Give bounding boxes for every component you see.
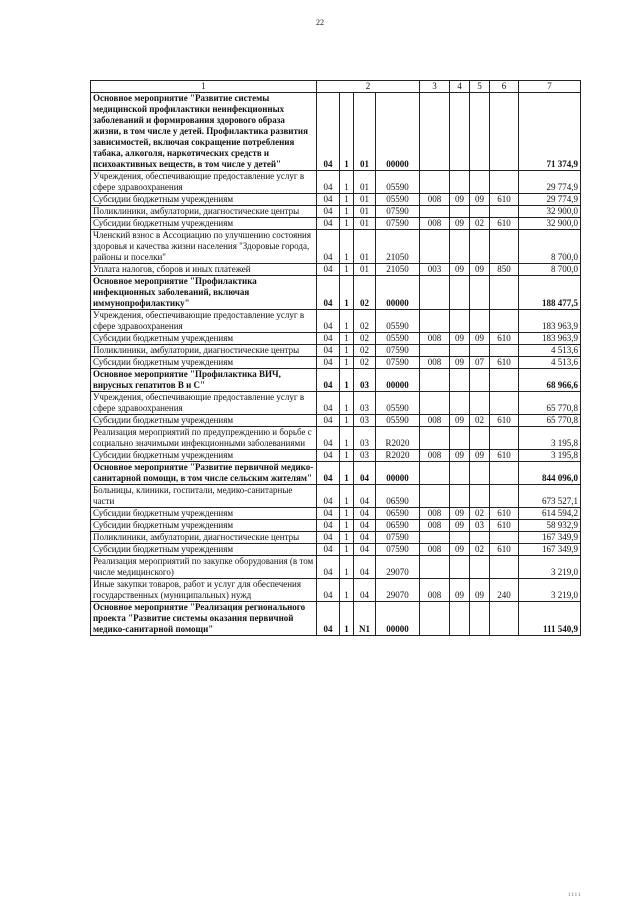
subsection-code <box>470 276 490 310</box>
section-code: 09 <box>450 194 470 206</box>
program-code: 04 <box>317 276 340 310</box>
amount: 32 900,0 <box>519 206 581 218</box>
program-code: 04 <box>317 93 340 171</box>
expense-type-code <box>490 427 519 450</box>
expense-type-code <box>490 369 519 392</box>
program-code: 04 <box>317 333 340 345</box>
subprogram-code: 1 <box>340 206 354 218</box>
subprogram-code: 1 <box>340 544 354 556</box>
activity-code: 03 <box>354 427 376 450</box>
program-code: 04 <box>317 450 340 462</box>
row-name: Учреждения, обеспечивающие предоставление услуг в сфере здравоохранения <box>91 310 317 333</box>
table-body <box>91 93 581 636</box>
amount: 4 513,6 <box>519 345 581 357</box>
ministry-code <box>420 345 450 357</box>
subprogram-code: 1 <box>340 462 354 485</box>
scan-footer-mark: 1111 <box>568 893 582 898</box>
activity-code: 02 <box>354 333 376 345</box>
program-code: 04 <box>317 544 340 556</box>
program-code: 04 <box>317 485 340 508</box>
expense-type-code <box>490 392 519 415</box>
subprogram-code: 1 <box>340 508 354 520</box>
expense-type-code: 850 <box>490 264 519 276</box>
amount: 8 700,0 <box>519 230 581 264</box>
subprogram-code: 1 <box>340 602 354 636</box>
subsection-code: 09 <box>470 194 490 206</box>
subprogram-code: 1 <box>340 357 354 369</box>
program-code: 04 <box>317 218 340 230</box>
subsection-code <box>470 310 490 333</box>
row-name: Субсидии бюджетным учреждениям <box>91 450 317 462</box>
expense-type-code: 610 <box>490 508 519 520</box>
direction-code: 06590 <box>376 508 420 520</box>
ministry-code <box>420 462 450 485</box>
row-name: Субсидии бюджетным учреждениям <box>91 218 317 230</box>
amount: 65 770,8 <box>519 415 581 427</box>
table-row <box>91 264 581 276</box>
section-code: 09 <box>450 357 470 369</box>
program-code: 04 <box>317 194 340 206</box>
page-number: 22 <box>316 18 324 27</box>
subsection-code <box>470 369 490 392</box>
section-code: 09 <box>450 415 470 427</box>
amount: 29 774,9 <box>519 171 581 194</box>
expense-type-code: 610 <box>490 357 519 369</box>
section-code: 09 <box>450 333 470 345</box>
expense-type-code <box>490 230 519 264</box>
table-row <box>91 415 581 427</box>
ministry-code <box>420 556 450 579</box>
subsection-code: 02 <box>470 218 490 230</box>
subsection-code <box>470 427 490 450</box>
direction-code: R2020 <box>376 450 420 462</box>
expense-type-code <box>490 310 519 333</box>
subsection-code: 02 <box>470 508 490 520</box>
subsection-code <box>470 345 490 357</box>
ministry-code: 008 <box>420 194 450 206</box>
ministry-code: 008 <box>420 415 450 427</box>
section-code <box>450 345 470 357</box>
table-row <box>91 93 581 171</box>
subsection-code <box>470 532 490 544</box>
section-code <box>450 276 470 310</box>
activity-code: 02 <box>354 276 376 310</box>
ministry-code <box>420 427 450 450</box>
direction-code: 07590 <box>376 218 420 230</box>
row-name: Поликлиники, амбулатории, диагностические центры <box>91 532 317 544</box>
ministry-code <box>420 392 450 415</box>
ministry-code: 008 <box>420 520 450 532</box>
section-code <box>450 532 470 544</box>
ministry-code <box>420 206 450 218</box>
activity-code: 03 <box>354 450 376 462</box>
row-name: Реализация мероприятий по предупреждению и борьбе с социально значимыми инфекционными заболеваниями <box>91 427 317 450</box>
row-name: Основное мероприятие "Развитие первичной медико-санитарной помощи, в том числе сельским жителям" <box>91 462 317 485</box>
row-name: Субсидии бюджетным учреждениям <box>91 508 317 520</box>
activity-code: 04 <box>354 579 376 602</box>
amount: 8 700,0 <box>519 264 581 276</box>
direction-code: 05590 <box>376 415 420 427</box>
program-code: 04 <box>317 369 340 392</box>
subsection-code <box>470 230 490 264</box>
direction-code: R2020 <box>376 427 420 450</box>
program-code: 04 <box>317 171 340 194</box>
ministry-code <box>420 276 450 310</box>
subsection-code <box>470 485 490 508</box>
subprogram-code: 1 <box>340 579 354 602</box>
activity-code: 01 <box>354 206 376 218</box>
ministry-code <box>420 93 450 171</box>
amount: 167 349,9 <box>519 544 581 556</box>
ministry-code: 008 <box>420 357 450 369</box>
subprogram-code: 1 <box>340 218 354 230</box>
section-code: 09 <box>450 520 470 532</box>
subsection-code <box>470 206 490 218</box>
row-name: Субсидии бюджетным учреждениям <box>91 520 317 532</box>
amount: 111 540,9 <box>519 602 581 636</box>
table-row <box>91 194 581 206</box>
table-row <box>91 544 581 556</box>
direction-code: 07590 <box>376 357 420 369</box>
subsection-code <box>470 392 490 415</box>
row-name: Основное мероприятие "Профилактика инфекционных заболеваний, включая иммунопрофилактику" <box>91 276 317 310</box>
expense-type-code: 610 <box>490 194 519 206</box>
section-code: 09 <box>450 579 470 602</box>
table-row <box>91 462 581 485</box>
section-code <box>450 485 470 508</box>
direction-code: 07590 <box>376 206 420 218</box>
table-row <box>91 556 581 579</box>
activity-code: 04 <box>354 532 376 544</box>
subsection-code: 02 <box>470 544 490 556</box>
subprogram-code: 1 <box>340 415 354 427</box>
activity-code: N1 <box>354 602 376 636</box>
amount: 29 774,9 <box>519 194 581 206</box>
subprogram-code: 1 <box>340 171 354 194</box>
row-name: Основное мероприятие "Профилактика ВИЧ, вирусных гепатитов В и С" <box>91 369 317 392</box>
table-row <box>91 532 581 544</box>
amount: 673 527,1 <box>519 485 581 508</box>
column-header-4: 4 <box>450 81 470 93</box>
table-row <box>91 520 581 532</box>
subprogram-code: 1 <box>340 276 354 310</box>
activity-code: 03 <box>354 369 376 392</box>
expense-type-code <box>490 93 519 171</box>
subsection-code <box>470 602 490 636</box>
activity-code: 02 <box>354 345 376 357</box>
amount: 3 195,8 <box>519 427 581 450</box>
table-row <box>91 345 581 357</box>
subprogram-code: 1 <box>340 264 354 276</box>
ministry-code: 008 <box>420 544 450 556</box>
direction-code: 05590 <box>376 171 420 194</box>
section-code <box>450 230 470 264</box>
ministry-code <box>420 230 450 264</box>
table-row <box>91 333 581 345</box>
ministry-code <box>420 310 450 333</box>
ministry-code <box>420 369 450 392</box>
program-code: 04 <box>317 556 340 579</box>
activity-code: 03 <box>354 392 376 415</box>
section-code <box>450 462 470 485</box>
activity-code: 01 <box>354 264 376 276</box>
subprogram-code: 1 <box>340 556 354 579</box>
section-code <box>450 369 470 392</box>
column-header-3: 3 <box>420 81 450 93</box>
row-name: Поликлиники, амбулатории, диагностические центры <box>91 345 317 357</box>
ministry-code: 003 <box>420 264 450 276</box>
activity-code: 04 <box>354 556 376 579</box>
subsection-code <box>470 556 490 579</box>
direction-code: 05590 <box>376 392 420 415</box>
amount: 167 349,9 <box>519 532 581 544</box>
expense-type-code: 610 <box>490 544 519 556</box>
activity-code: 01 <box>354 218 376 230</box>
table-row <box>91 230 581 264</box>
row-name: Иные закупки товаров, работ и услуг для обеспечения государственных (муниципальных) нужд <box>91 579 317 602</box>
table-row <box>91 508 581 520</box>
subprogram-code: 1 <box>340 230 354 264</box>
section-code: 09 <box>450 264 470 276</box>
activity-code: 01 <box>354 171 376 194</box>
subsection-code: 07 <box>470 357 490 369</box>
amount: 71 374,9 <box>519 93 581 171</box>
direction-code: 07590 <box>376 544 420 556</box>
table-row <box>91 427 581 450</box>
program-code: 04 <box>317 310 340 333</box>
row-name: Субсидии бюджетным учреждениям <box>91 333 317 345</box>
expense-type-code: 610 <box>490 333 519 345</box>
ministry-code <box>420 171 450 194</box>
section-code: 09 <box>450 508 470 520</box>
subprogram-code: 1 <box>340 310 354 333</box>
subprogram-code: 1 <box>340 520 354 532</box>
subsection-code: 03 <box>470 520 490 532</box>
direction-code: 29070 <box>376 556 420 579</box>
activity-code: 03 <box>354 415 376 427</box>
row-name: Уплата налогов, сборов и иных платежей <box>91 264 317 276</box>
section-code <box>450 602 470 636</box>
amount: 188 477,5 <box>519 276 581 310</box>
direction-code: 06590 <box>376 485 420 508</box>
program-code: 04 <box>317 462 340 485</box>
program-code: 04 <box>317 532 340 544</box>
activity-code: 04 <box>354 462 376 485</box>
ministry-code: 008 <box>420 508 450 520</box>
section-code <box>450 392 470 415</box>
section-code: 09 <box>450 450 470 462</box>
expense-type-code <box>490 206 519 218</box>
direction-code: 07590 <box>376 532 420 544</box>
section-code <box>450 171 470 194</box>
subsection-code: 09 <box>470 333 490 345</box>
subprogram-code: 1 <box>340 485 354 508</box>
subsection-code: 09 <box>470 264 490 276</box>
section-code <box>450 93 470 171</box>
expense-type-code <box>490 276 519 310</box>
ministry-code <box>420 485 450 508</box>
ministry-code <box>420 602 450 636</box>
subprogram-code: 1 <box>340 369 354 392</box>
row-name: Основное мероприятие "Реализация регионального проекта "Развитие системы оказания первичной медико-санитарной помощи" <box>91 602 317 636</box>
expense-type-code: 240 <box>490 579 519 602</box>
program-code: 04 <box>317 392 340 415</box>
activity-code: 04 <box>354 520 376 532</box>
direction-code: 05590 <box>376 310 420 333</box>
row-name: Субсидии бюджетным учреждениям <box>91 544 317 556</box>
ministry-code <box>420 532 450 544</box>
row-name: Поликлиники, амбулатории, диагностические центры <box>91 206 317 218</box>
activity-code: 02 <box>354 357 376 369</box>
subprogram-code: 1 <box>340 93 354 171</box>
subprogram-code: 1 <box>340 194 354 206</box>
table-row <box>91 218 581 230</box>
direction-code: 00000 <box>376 369 420 392</box>
table-row <box>91 206 581 218</box>
amount: 183 963,9 <box>519 310 581 333</box>
table-row <box>91 310 581 333</box>
amount: 614 594,2 <box>519 508 581 520</box>
amount: 844 096,0 <box>519 462 581 485</box>
ministry-code: 008 <box>420 218 450 230</box>
subprogram-code: 1 <box>340 333 354 345</box>
direction-code: 29070 <box>376 579 420 602</box>
direction-code: 21050 <box>376 230 420 264</box>
subprogram-code: 1 <box>340 427 354 450</box>
row-name: Субсидии бюджетным учреждениям <box>91 194 317 206</box>
amount: 32 900,0 <box>519 218 581 230</box>
program-code: 04 <box>317 415 340 427</box>
expense-type-code <box>490 532 519 544</box>
program-code: 04 <box>317 345 340 357</box>
column-header-6: 6 <box>490 81 519 93</box>
section-code <box>450 427 470 450</box>
column-number-row <box>91 81 581 93</box>
expense-type-code: 610 <box>490 415 519 427</box>
section-code <box>450 310 470 333</box>
expense-type-code: 610 <box>490 520 519 532</box>
expense-type-code <box>490 556 519 579</box>
activity-code: 01 <box>354 194 376 206</box>
subsection-code: 09 <box>470 450 490 462</box>
expense-type-code <box>490 345 519 357</box>
program-code: 04 <box>317 508 340 520</box>
row-name: Субсидии бюджетным учреждениям <box>91 357 317 369</box>
section-code: 09 <box>450 544 470 556</box>
direction-code: 07590 <box>376 345 420 357</box>
section-code <box>450 556 470 579</box>
table-row <box>91 485 581 508</box>
table-row <box>91 579 581 602</box>
direction-code: 00000 <box>376 93 420 171</box>
column-header-1: 1 <box>91 81 317 93</box>
expense-type-code: 610 <box>490 218 519 230</box>
table-row <box>91 171 581 194</box>
direction-code: 05590 <box>376 194 420 206</box>
program-code: 04 <box>317 206 340 218</box>
column-header-5: 5 <box>470 81 490 93</box>
direction-code: 06590 <box>376 520 420 532</box>
amount: 3 219,0 <box>519 579 581 602</box>
amount: 58 932,9 <box>519 520 581 532</box>
subprogram-code: 1 <box>340 392 354 415</box>
row-name: Учреждения, обеспечивающие предоставление услуг в сфере здравоохранения <box>91 392 317 415</box>
expense-type-code <box>490 462 519 485</box>
direction-code: 21050 <box>376 264 420 276</box>
row-name: Учреждения, обеспечивающие предоставление услуг в сфере здравоохранения <box>91 171 317 194</box>
row-name: Основное мероприятие "Развитие системы медицинской профилактики неинфекционных заболеваний и формирования здорового образа жизни, в том числе у детей. Профилактика развития зависимостей, включая сокращение потребления табака, алкоголя, наркотических средств и психоактивных веществ, в том числе у детей" <box>91 93 317 171</box>
direction-code: 00000 <box>376 276 420 310</box>
expense-type-code <box>490 485 519 508</box>
column-header-7: 7 <box>519 81 581 93</box>
program-code: 04 <box>317 230 340 264</box>
table-row <box>91 602 581 636</box>
program-code: 04 <box>317 520 340 532</box>
row-name: Членский взнос в Ассоциацию по улучшению состояния здоровья и качества жизни населения "Здоровые города, районы и поселки" <box>91 230 317 264</box>
program-code: 04 <box>317 602 340 636</box>
program-code: 04 <box>317 357 340 369</box>
amount: 4 513,6 <box>519 357 581 369</box>
activity-code: 04 <box>354 508 376 520</box>
ministry-code: 008 <box>420 579 450 602</box>
column-header-2: 2 <box>317 81 420 93</box>
row-name: Субсидии бюджетным учреждениям <box>91 415 317 427</box>
program-code: 04 <box>317 264 340 276</box>
expense-type-code: 610 <box>490 450 519 462</box>
activity-code: 04 <box>354 485 376 508</box>
section-code: 09 <box>450 218 470 230</box>
table-row <box>91 276 581 310</box>
subsection-code <box>470 171 490 194</box>
subsection-code: 02 <box>470 415 490 427</box>
amount: 65 770,8 <box>519 392 581 415</box>
ministry-code: 008 <box>420 450 450 462</box>
table-row <box>91 450 581 462</box>
subsection-code <box>470 462 490 485</box>
activity-code: 01 <box>354 230 376 264</box>
table-row <box>91 369 581 392</box>
table-row <box>91 357 581 369</box>
activity-code: 04 <box>354 544 376 556</box>
direction-code: 00000 <box>376 462 420 485</box>
subsection-code <box>470 93 490 171</box>
ministry-code: 008 <box>420 333 450 345</box>
activity-code: 02 <box>354 310 376 333</box>
amount: 68 966,6 <box>519 369 581 392</box>
amount: 3 195,8 <box>519 450 581 462</box>
row-name: Реализация мероприятий по закупке оборудования (в том числе медицинского) <box>91 556 317 579</box>
expense-type-code <box>490 171 519 194</box>
amount: 3 219,0 <box>519 556 581 579</box>
expense-type-code <box>490 602 519 636</box>
subprogram-code: 1 <box>340 345 354 357</box>
program-code: 04 <box>317 427 340 450</box>
direction-code: 00000 <box>376 602 420 636</box>
row-name: Больницы, клиники, госпитали, медико-санитарные части <box>91 485 317 508</box>
section-code <box>450 206 470 218</box>
subprogram-code: 1 <box>340 532 354 544</box>
activity-code: 01 <box>354 93 376 171</box>
subsection-code: 09 <box>470 579 490 602</box>
table-row <box>91 392 581 415</box>
direction-code: 05590 <box>376 333 420 345</box>
program-code: 04 <box>317 579 340 602</box>
budget-table <box>90 80 581 636</box>
amount: 183 963,9 <box>519 333 581 345</box>
subprogram-code: 1 <box>340 450 354 462</box>
